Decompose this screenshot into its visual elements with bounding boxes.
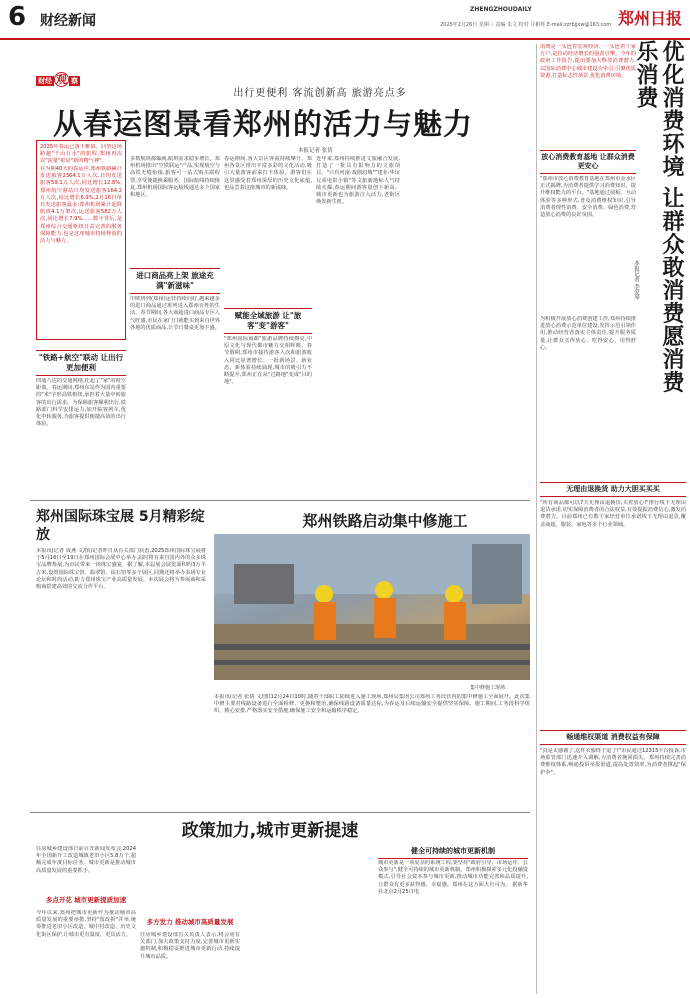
- column-vertical-title: 优化消费环境 让群众敢消费愿消费乐消费: [633, 40, 684, 394]
- column-sub-2-text: 无理由退换货 助力大胆买买买: [566, 485, 660, 493]
- page-header: [0, 0, 690, 40]
- main-sub-3: [224, 308, 312, 334]
- column-sub-3-text: 畅通维权渠道 消费权益有保障: [566, 733, 660, 741]
- story4-sub-2: 多方发力 推动城市高质量发展: [146, 918, 234, 926]
- column-divider: [536, 44, 537, 994]
- column-byline: 本报记者 李爱琴: [633, 260, 639, 301]
- story5-title: 健全可持续的城市更新机制: [378, 846, 528, 859]
- story4-body-1: 住房城乡建设部日前召开新闻发布会,2024年全国新开工改造城镇老旧小区5.8万个,超额完成年度目标任务。城市更新是推动城市高质量发展的重要抓手。: [36, 846, 136, 874]
- story4-sub-1: 多点开花 城市更新提质加速: [45, 896, 127, 904]
- main-kicker: 出行更便利 客流创新高 旅游亮点多: [233, 88, 407, 99]
- column-body-2b: [540, 416, 690, 486]
- main-body-2: 四通八达的交通网络,托起了"家"的时空距离。春运期间,郑州东站作为国内重要的"米"字形高铁枢纽,承担着大量中转旅客的出行需求。为保障旅客顺利出行,铁路部门科学安排运力,加开临客列车,优化中转服务,为旅客提供便捷高效的出行体验。: [36, 378, 126, 428]
- main-sub-1: [36, 350, 126, 376]
- story3-body: 本报讯(记者 张倩 文/图)12月24日10时,随着干部职工陆续进入施工现场,郑州局集团公司郑州工务段管内的集中修施工全面展开。此次集中修主要对线路设备进行全面检修、更换和整治,确保线路设备质量达标,为春运及后续运输安全提供坚实保障。施工期间,工务段科学组织、精心安排,严格落实安全措施,确保施工安全和运输秩序稳定。: [214, 694, 530, 715]
- column-tag-a: 财经: [38, 77, 52, 85]
- main-sub-2-text: 进口商品亮上架 旅途充满"新滋味": [136, 271, 214, 290]
- main-lead: 2025年春运已落下帷幕。回望这场跨越"千山万水"的旅程,郑州再次以"流量"彰显"新的精气神"。: [40, 144, 122, 165]
- main-body-4: 中欧班列(郑州)运营持续向好,越来越多的进口商品通过班列进入郑州百姓的生活。春节期间,各大商超进口商品专区人气旺盛,市民在家门口就能买到来自世界各地的优质商品,让节日餐桌更加丰盛。: [130, 296, 220, 331]
- column-body-4: "真是太感谢了,这件衣服终于退了!"市民通过12315平台投诉,市场监管部门迅速介入调解,为消费者挽回损失。郑州持续完善消费维权体系,畅通投诉举报渠道,提高处置效率,为消费者撑起"保护伞"。: [540, 748, 686, 776]
- masthead-logo: 郑州日报: [617, 9, 682, 28]
- divider-h1: [30, 500, 530, 501]
- column-sub-1: [540, 150, 636, 174]
- story2-title: 郑州国际珠宝展 5月精彩绽放: [36, 509, 205, 543]
- page-number: 6: [8, 2, 27, 32]
- main-body-3: 多数航班都爆满,航班需求稳步增长。郑州机场推出"空铁联运"产品,实现航空与高铁无缝衔接,旅客可一站式购买联程票,享受便捷换乘服务。国际航线持续恢复,郑州机场国际客运航线通达多个国家和地区。: [130, 156, 220, 199]
- main-sub-1-text: "铁路+航空"联动 让出行更加便利: [38, 353, 124, 372]
- column-sub-2: [540, 482, 686, 497]
- column-body-3: "所有商品都可以7天无理由退换货,买着放心!"推行线下无理由退货承诺,切实保障消费者的合法权益,有效提振消费信心,激发消费潜力。目前郑州已有数千家经营单位承诺线下无理由退货,覆盖商超、服装、家电等多个行业领域。: [540, 500, 686, 528]
- story3-photo: [214, 534, 530, 680]
- story4-body-2b: [140, 846, 240, 916]
- column-lead: 消费是一头连着宏观经济、一头连着千家万户,是拉动经济增长的强劲引擎。今年的政府工作报告,提出要加大释放消费潜力,以国际消费中心城市建设为牵引,引聚优质资源,打造标志性场景,优化消费环境。: [540, 44, 636, 79]
- column-tag-c: 察: [71, 77, 78, 85]
- header-date-line: 2025年2月26日 星期三 责编 朱文 校对 汪彬辉 E-mail:zzrbjjxw@163.com: [440, 22, 612, 28]
- main-byline: 本报记者 张倩: [298, 148, 333, 154]
- main-lead-box: [36, 140, 126, 340]
- story4-body-3: 住房城乡建设部有关负责人表示,将会同有关部门,加大政策支持力度,完善城市更新实施机制,积极稳妥推进城市更新行动,持续提升城市品质。: [140, 932, 240, 960]
- column-sub-1-text: 放心消费教育基地 让群众消费更安心: [541, 153, 635, 170]
- section-title: 财经新闻: [40, 13, 96, 29]
- railway-scene-image: [214, 534, 530, 680]
- main-sub-3-text: 赋能全域旅游 让"旅客"变"游客": [234, 311, 302, 330]
- column-tag: [36, 68, 88, 84]
- story4-body-2: 今年以来,郑州把城市更新作为推动城市高质量发展的重要举措,坚持"留改拆"并举,统筹推进老旧小区改造、城中村改造、历史文化街区保护,让城市更有温度、更具活力。: [36, 910, 136, 938]
- story4-body-3b: [244, 846, 374, 994]
- column-body-2: 为积极开展放心消费创建工作,郑州持续推进放心消费示范单位建设,发挥示范引领作用,推动经营者落实主体责任,提升服务质量,让群众买得放心、吃得安心、用得舒心。: [540, 316, 636, 351]
- story2-body: 本报讯(记者 成燕 文/图)记者昨日从有关部门获悉,2025郑州国际珠宝展将于5月16日至19日在郑州国际会展中心举办,届时将有来自国内外的众多珠宝品牌参展,为市民带来一场珠宝盛宴。据了解,本届展会展览面积约3万平方米,设置国际珠宝馆、翡翠馆、钻石馆等多个展区,同期还将举办多场专业论坛和时尚活动,助力郑州珠宝产业高质量发展。本次展会将为参展商和采购商搭建高效的交流合作平台。: [36, 548, 206, 591]
- story4-title: 政策加力,城市更新提速: [181, 821, 359, 841]
- column-body-1: "郑州市放心消费教育基地在郑州市金水区正式揭牌,为消费者提供学习消费知识、提升维权能力的平台。"基地通过展板、互动体验等多种形式,普及消费维权知识,引导消费者理性消费、安全消费、绿色消费,营造放心消费的良好氛围。: [540, 176, 636, 219]
- divider-h2: [30, 812, 530, 813]
- story5-body: 城市更新是一项复杂的系统工程,要坚持"政府引导、市场运作、公众参与",健全可持续的城市更新机制。郑州积极探索多元化投融资模式,引导社会资本参与城市更新,推动城市功能完善和品质提升,让群众有更多获得感、幸福感。郑州在这方面大有可为。 据新华社北京2月25日电: [378, 860, 528, 895]
- column-tag-b: 观: [56, 73, 67, 86]
- main-headline: 从春运图景看郑州的活力与魅力: [52, 107, 473, 141]
- main-body-1: 在为期40天的春运中,郑州铁路累计发送旅客2364.1万人次,日均发送旅客59.1万人次,同比增长12.8%;郑州航空港站日均发送旅客164.2万人次,同比增长6.9%,2月16日单日发送旅客最多;郑州机场累计起降航班4.1万架次,运送旅客582万人次,同比增长7.9%……数字背后,是郑州综合交通枢纽日益完善的服务保障能力,也是这座城市持续释放的活力与魅力。: [40, 166, 122, 245]
- column-sub-3: [540, 730, 686, 745]
- main-body-6: "郑州国际商都"旅游品牌持续擦亮,中原文化与现代都市魅力交相辉映。春节假期,郑州市接待游客人次和旅游收入同比显著增长。一批新场景、新业态、新体验持续涌现,城市的吸引力不断提升,郑州正在从"过路地"变成"目的地"。: [224, 336, 312, 386]
- story3-title: 郑州铁路启动集中修施工: [302, 512, 468, 530]
- main-body-5: 春运期间,各大景区客流持续攀升。郑州各景区推出丰富多彩的文化活动,吸引大量游客前来打卡体验。游客们在这里感受着郑州深厚的历史文化底蕴,也品尝着这座城市的新滋味。: [224, 156, 312, 191]
- main-sub-2: [130, 268, 220, 294]
- main-body-7: 近年来,郑州持续推进文旅融合发展,打造了一批具有影响力的文旅项目。"只有河南·戏剧幻城""建业·华谊兄弟电影小镇"等文旅新地标人气持续火爆,春运期间游客量创下新高。城市更新也为旅游注入活力,老街区焕发新生机。: [316, 156, 400, 206]
- story3-caption: 集中修施工现场: [470, 685, 506, 691]
- header-eng: ZHENGZHOUDAILY: [470, 6, 532, 13]
